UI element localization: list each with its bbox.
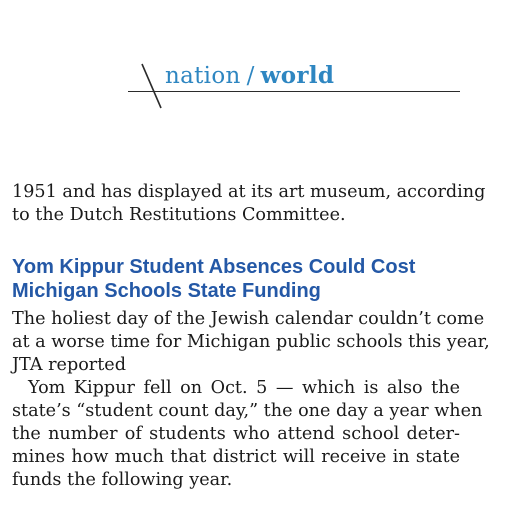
article-headline: [12, 256, 472, 304]
text-line: JTA reported: [12, 355, 126, 375]
text-line: 1951 and has displayed at its art museum, according: [12, 182, 486, 202]
subsection-name: world: [260, 62, 335, 89]
section-title: [165, 62, 334, 89]
section-name: nation: [165, 63, 241, 89]
article-paragraph-1: [12, 308, 490, 377]
text-line: the number of students who attend school deter-: [12, 424, 460, 444]
headline-line: Michigan Schools State Funding: [12, 280, 321, 302]
text-line: funds the following year.: [12, 470, 233, 490]
text-line: state’s “student count day,” the one day a year when: [12, 401, 483, 421]
previous-article-text: [12, 181, 486, 227]
section-header: [128, 60, 460, 110]
header-rule: [128, 91, 460, 92]
section-separator: /: [246, 63, 255, 89]
text-line: to the Dutch Restitutions Committee.: [12, 205, 346, 225]
slash-ornament: [128, 60, 168, 110]
text-line: The holiest day of the Jewish calendar couldn’t come: [12, 309, 485, 329]
text-line: at a worse time for Michigan public schools this year,: [12, 332, 490, 352]
text-line: mines how much that district will receive in state: [12, 447, 460, 467]
text-line: Yom Kippur fell on Oct. 5 — which is also the: [28, 378, 460, 398]
headline-line: Yom Kippur Student Absences Could Cost: [12, 256, 416, 278]
article-paragraph-2: [12, 377, 483, 492]
